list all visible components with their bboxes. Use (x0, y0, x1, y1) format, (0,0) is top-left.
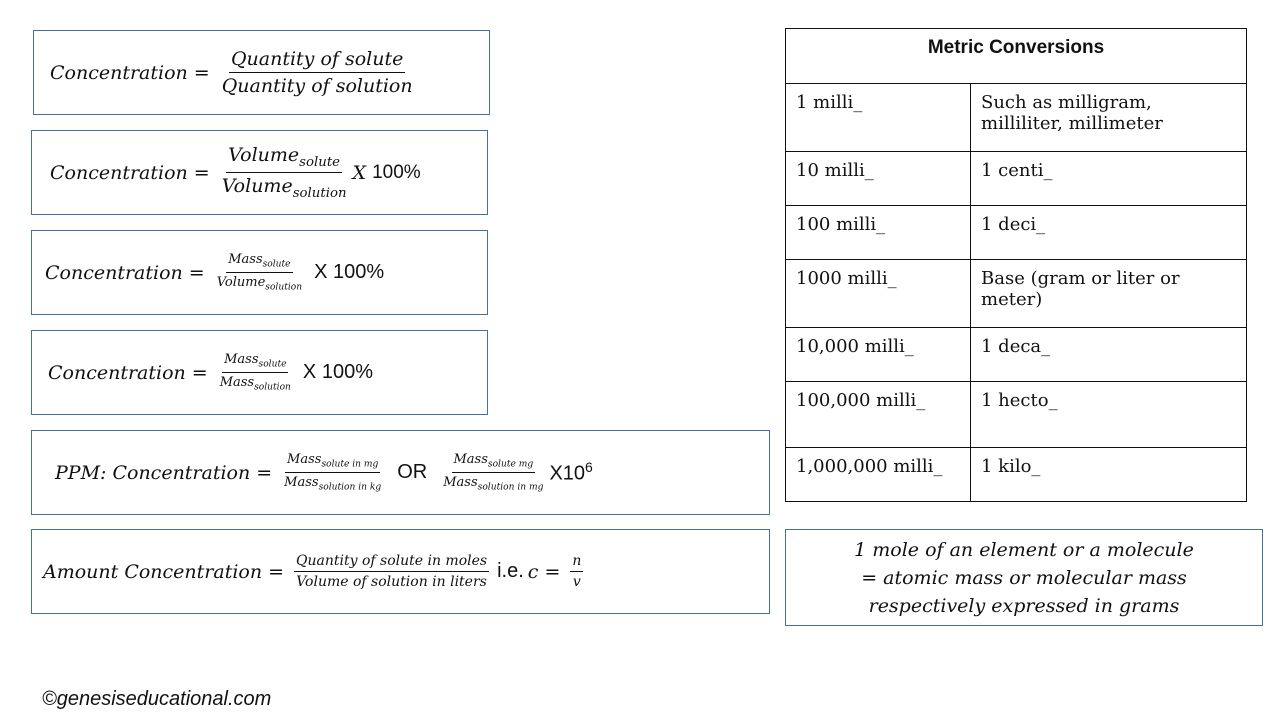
percent-suffix: X 100% (302, 361, 373, 383)
numerator: n (570, 553, 583, 572)
formula-lhs: Concentration (48, 361, 186, 384)
denominator-base: Volume (221, 175, 293, 197)
numerator: Quantity of solute in moles (294, 553, 489, 572)
mole-line-1: 1 mole of an element or a molecule (854, 539, 1194, 561)
numerator (222, 352, 288, 373)
table-title: Metric Conversions (786, 29, 1247, 84)
table-cell-right: 1 centi_ (971, 152, 1247, 206)
copyright-footer: ©genesiseducational.com (42, 688, 272, 710)
numerator-subscript: solute (258, 360, 287, 370)
c-symbol: c (527, 560, 539, 583)
numerator-base: Mass (453, 452, 488, 468)
denominator-subscript: solution in mg (477, 482, 544, 493)
table-row (786, 84, 1247, 152)
numerator-base: Mass (287, 452, 322, 468)
formula-volume-percent (31, 130, 488, 215)
numerator (452, 452, 536, 473)
fraction-n-over-v (570, 553, 583, 590)
denominator: v (572, 574, 581, 590)
fraction-mg-per-kg (282, 452, 383, 492)
numerator-subscript: solute (262, 260, 291, 270)
numerator: Quantity of solute (229, 48, 405, 73)
numerator (226, 144, 342, 173)
formula-lhs: Concentration (50, 61, 188, 84)
mole-line-3: respectively expressed in grams (868, 595, 1180, 617)
mole-line-2: = atomic mass or molecular mass (861, 567, 1187, 589)
denominator (220, 173, 349, 201)
denominator-base: Mass (219, 375, 255, 390)
denominator (215, 273, 304, 293)
denominator (441, 473, 545, 493)
or-label: OR (397, 461, 428, 483)
formula-lhs: Amount Concentration (43, 560, 263, 583)
fraction (220, 48, 415, 97)
formula-lhs: PPM: Concentration (55, 461, 251, 484)
equals-sign: = (191, 361, 208, 384)
equals-sign: = (193, 61, 210, 84)
formula-amount-concentration (31, 529, 770, 614)
table-cell-left: 10 milli_ (786, 152, 971, 206)
fraction (220, 144, 349, 201)
equals-sign: = (193, 161, 210, 184)
table-cell-right: Such as milligram, milliliter, millimeter (971, 84, 1247, 152)
formula-concentration-general (33, 30, 490, 115)
denominator (282, 473, 383, 493)
fraction (215, 252, 304, 292)
numerator-base: Volume (228, 144, 300, 167)
fraction (218, 352, 293, 392)
table-row (786, 260, 1247, 328)
denominator (218, 373, 293, 393)
table-cell-left: 100 milli_ (786, 206, 971, 260)
equals-sign: = (268, 560, 285, 583)
table-row (786, 152, 1247, 206)
table-cell-right: 1 deci_ (971, 206, 1247, 260)
multiplier-base: X10 (549, 462, 586, 485)
table-row (786, 328, 1247, 382)
numerator-subscript: solute (299, 155, 341, 170)
table-cell-right: 1 hecto_ (971, 382, 1247, 448)
multiply-x: X (352, 161, 367, 184)
numerator (226, 252, 292, 273)
equals-sign: = (256, 461, 273, 484)
formula-mass-volume-percent (31, 230, 488, 315)
table-cell-right: Base (gram or liter or meter) (971, 260, 1247, 328)
denominator-base: Mass (284, 475, 319, 490)
mole-definition-box (785, 529, 1263, 626)
formula-ppm (31, 430, 770, 515)
denominator-subscript: solution (265, 282, 303, 293)
multiplier-exponent: 6 (585, 459, 593, 476)
formula-lhs: Concentration (45, 261, 183, 284)
multiplier (549, 459, 592, 486)
table-cell-left: 1000 milli_ (786, 260, 971, 328)
denominator: Quantity of solution (221, 75, 413, 97)
table-cell-left: 1 milli_ (786, 84, 971, 152)
table-cell-left: 100,000 milli_ (786, 382, 971, 448)
numerator-base: Mass (224, 352, 259, 368)
equals-sign: = (544, 560, 561, 583)
denominator-base: Volume (216, 275, 266, 290)
fraction-mg-per-mg (441, 452, 545, 492)
percent-value: 100% (372, 161, 421, 183)
denominator-subscript: solution (292, 185, 347, 201)
table-cell-right: 1 kilo_ (971, 448, 1247, 502)
ie-label: i.e. (497, 560, 524, 582)
table-row (786, 448, 1247, 502)
numerator-subscript: solute in mg (321, 460, 379, 470)
table-row (786, 382, 1247, 448)
table-cell-left: 1,000,000 milli_ (786, 448, 971, 502)
table-cell-right: 1 deca_ (971, 328, 1247, 382)
formula-mass-mass-percent (31, 330, 488, 415)
numerator-base: Mass (228, 252, 263, 268)
percent-suffix: X 100% (314, 261, 385, 283)
denominator-subscript: solution (254, 382, 291, 393)
table-header-row (786, 29, 1247, 84)
table-cell-left: 10,000 milli_ (786, 328, 971, 382)
numerator-subscript: solute mg (487, 460, 534, 470)
formula-lhs: Concentration (50, 161, 188, 184)
metric-conversions-table (785, 28, 1247, 502)
denominator-base: Mass (443, 475, 478, 490)
numerator (285, 452, 380, 473)
denominator: Volume of solution in liters (296, 574, 487, 590)
table-row (786, 206, 1247, 260)
denominator-subscript: solution in kg (318, 482, 382, 493)
fraction (294, 553, 489, 590)
equals-sign: = (188, 261, 205, 284)
